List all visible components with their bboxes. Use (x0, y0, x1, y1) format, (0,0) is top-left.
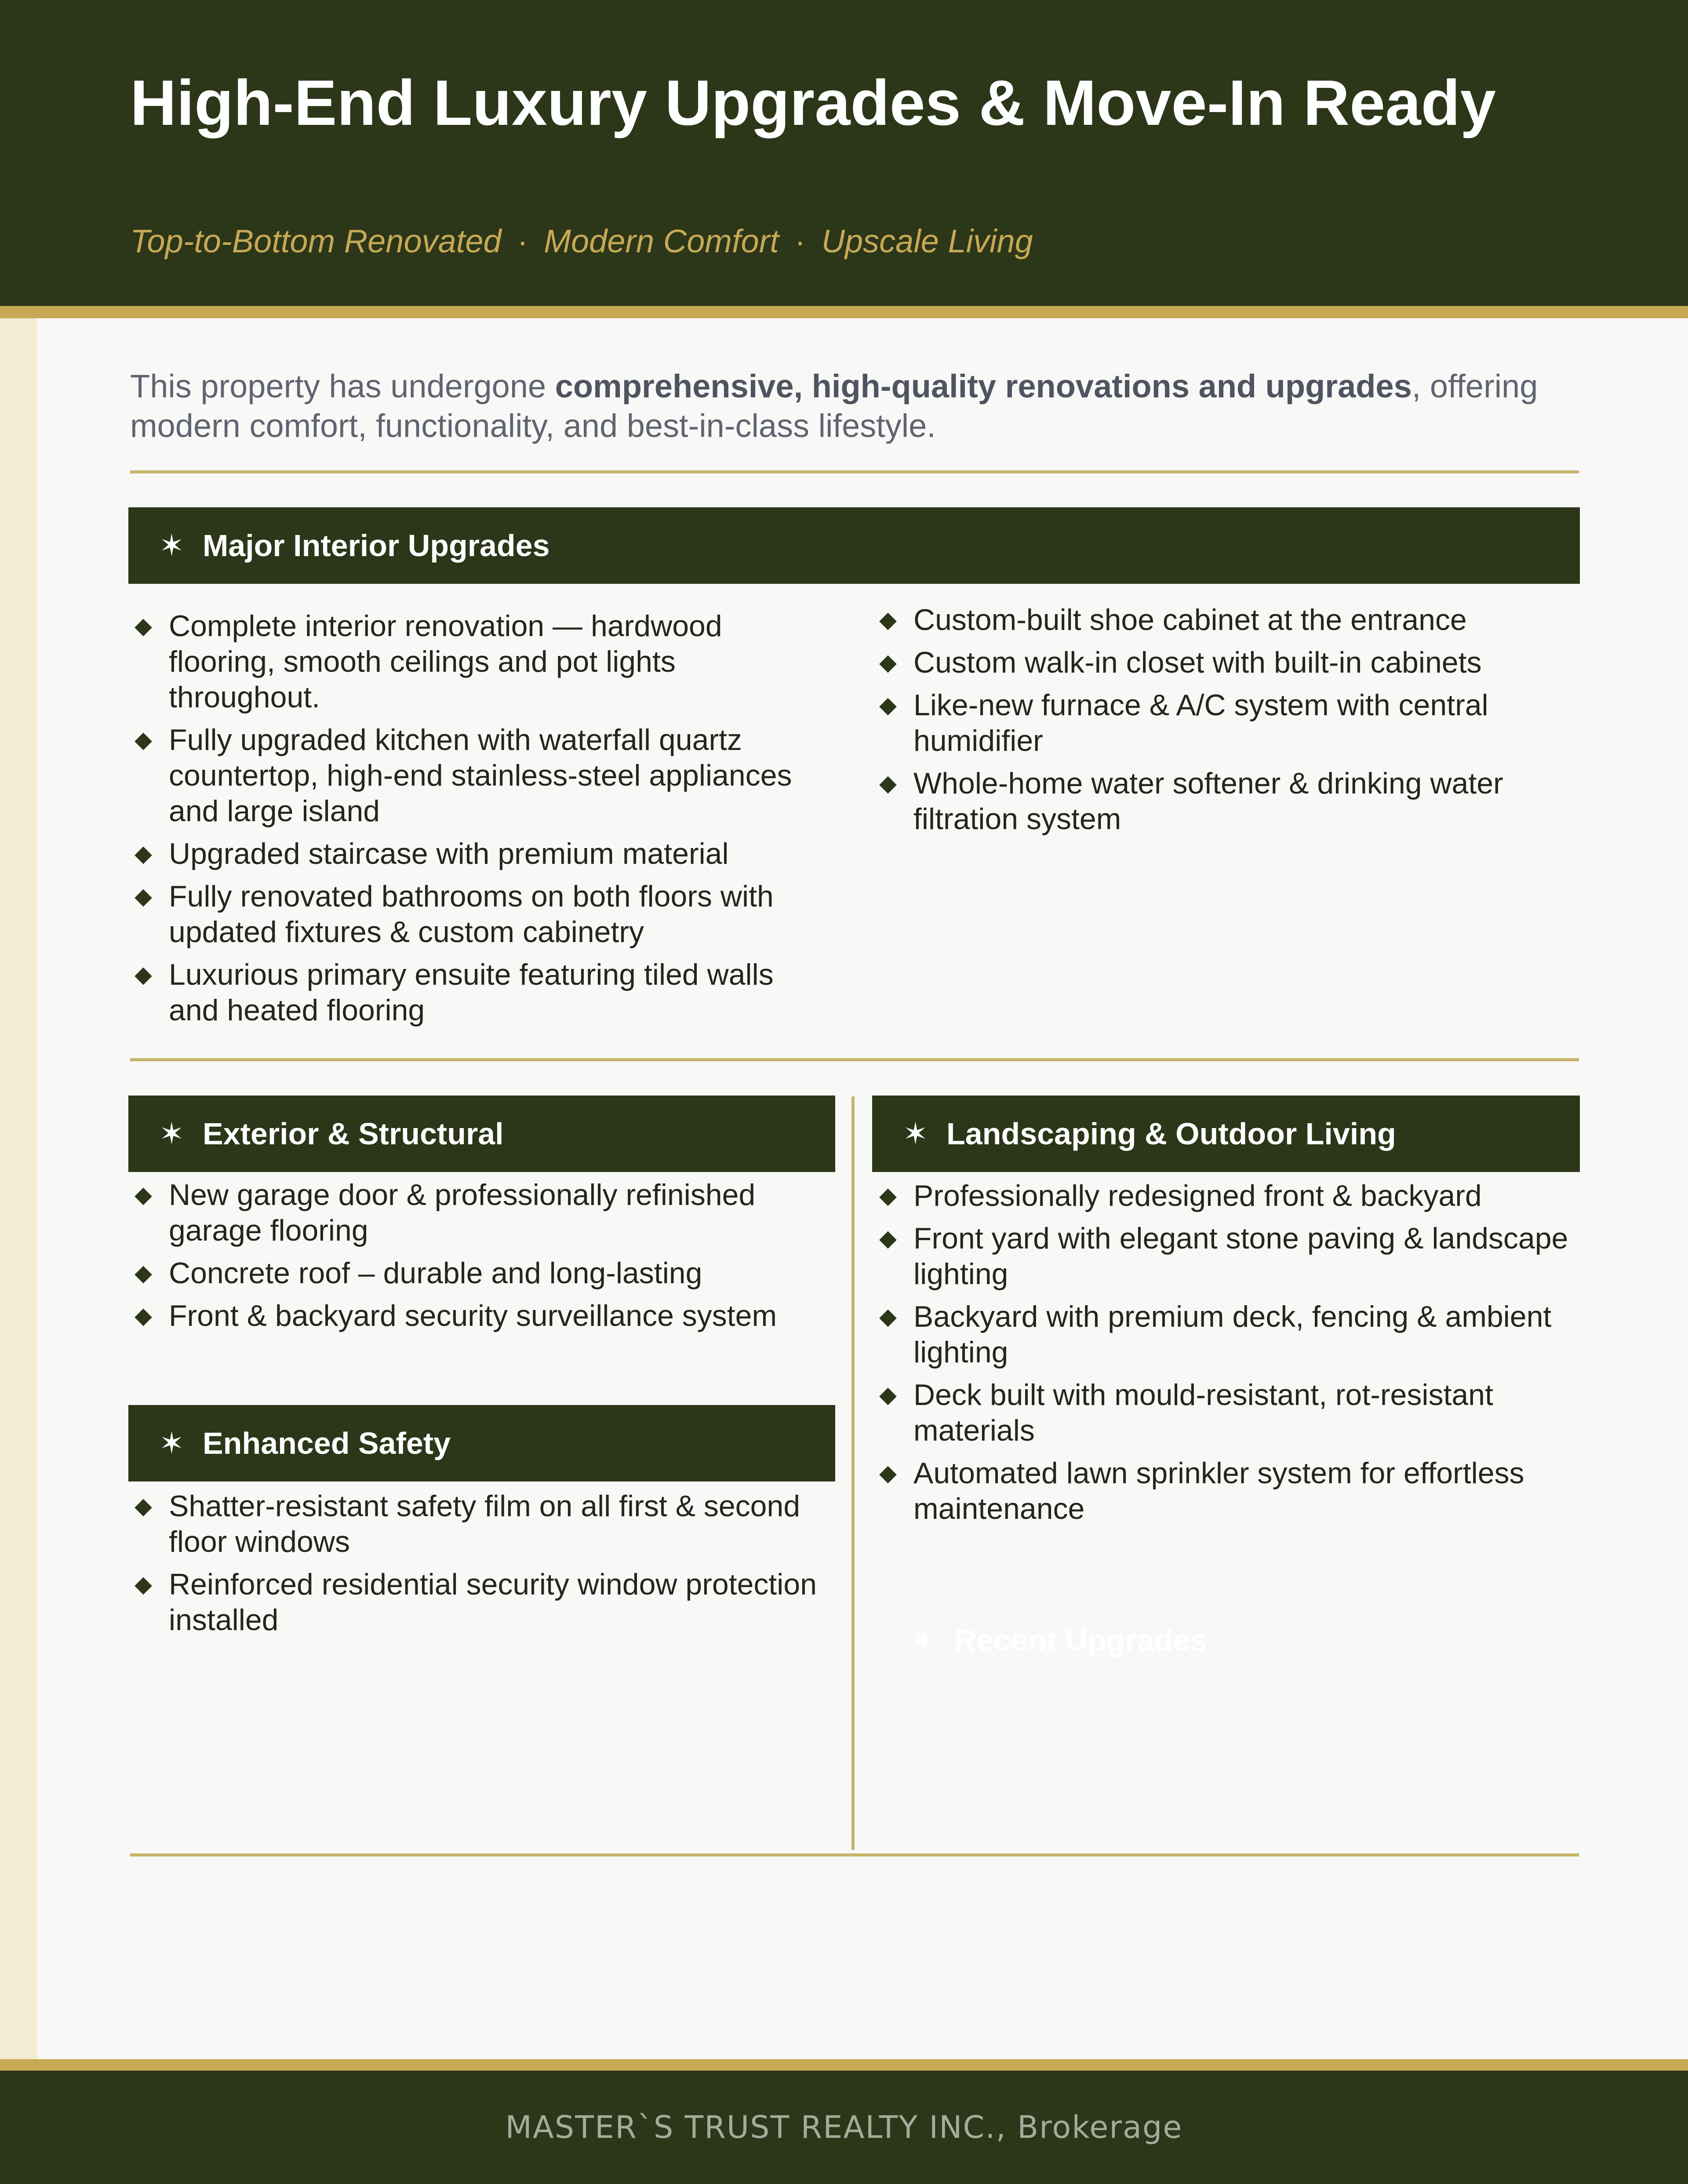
left-accent-strip (0, 318, 37, 2059)
diamond-bullet-icon: ◆ (879, 1382, 897, 1408)
diamond-bullet-icon: ◆ (135, 1572, 152, 1597)
intro-text-start: This property has undergone (130, 368, 555, 404)
list-item: ◆ Fully upgraded kitchen with waterfall quartz countertop, high-end stainless-steel appliances and large island (135, 723, 792, 828)
list-item: ◆ Shatter-resistant safety film on all first & second floor windows (135, 1489, 800, 1558)
diamond-bullet-icon: ◆ (879, 607, 897, 633)
star-icon: ✶ (910, 1623, 936, 1657)
diamond-bullet-icon: ◆ (879, 1460, 897, 1486)
interior-list-left (130, 608, 825, 1035)
diamond-bullet-icon: ◆ (879, 650, 897, 675)
tagline-separator: · (794, 223, 806, 259)
section-header-interior (128, 507, 1580, 584)
list-item: ◆ Professionally redesigned front & backyard (875, 1178, 1582, 1214)
diamond-bullet-icon: ◆ (879, 1304, 897, 1329)
diamond-bullet-icon: ◆ (135, 727, 152, 753)
landscaping-list (875, 1178, 1582, 1534)
star-icon: ✶ (159, 1117, 184, 1150)
footer-bar (0, 2071, 1688, 2184)
list-item: ◆ Upgraded staircase with premium material (130, 836, 825, 872)
intro-text-bold: comprehensive, high-quality renovations and upgrades (555, 368, 1412, 404)
diamond-bullet-icon: ◆ (879, 771, 897, 796)
list-item: ◆ Deck built with mould-resistant, rot-resistant materials (879, 1378, 1493, 1447)
tagline (130, 222, 1033, 261)
list-item: ◆ Luxurious primary ensuite featuring tiled walls and heated flooring (135, 958, 774, 1027)
tagline-item-living: Upscale Living (821, 223, 1033, 259)
section-header-landscaping (872, 1096, 1580, 1172)
tagline-item-renovated: Top-to-Bottom Renovated (130, 223, 502, 259)
star-icon: ✶ (159, 1426, 184, 1460)
list-item: ◆ New garage door & professionally refinished garage flooring (135, 1178, 756, 1247)
diamond-bullet-icon: ◆ (135, 962, 152, 987)
section-header-exterior (128, 1096, 835, 1172)
section-title-exterior: Exterior & Structural (202, 1117, 504, 1151)
diamond-bullet-icon: ◆ (879, 1226, 897, 1251)
list-item: ◆ Automated lawn sprinkler system for effortless maintenance (879, 1456, 1524, 1525)
list-item: ◆ Concrete roof – durable and long-lasting (130, 1256, 842, 1291)
tagline-item-comfort: Modern Comfort (544, 223, 779, 259)
diamond-bullet-icon: ◆ (135, 1260, 152, 1286)
list-item: ◆ Front & backyard security surveillance system (130, 1298, 842, 1334)
interior-list-right (875, 602, 1582, 844)
divider-sections (130, 1058, 1579, 1061)
header-gold-rule (0, 306, 1688, 318)
star-icon: ✶ (159, 528, 184, 562)
divider-intro (130, 470, 1579, 473)
list-item: ◆ Front yard with elegant stone paving & landscape lighting (879, 1222, 1568, 1291)
list-item: ◆ Reinforced residential security window protection installed (135, 1568, 817, 1637)
exterior-list (130, 1177, 842, 1341)
list-item: ◆ Complete interior renovation — hardwood flooring, smooth ceilings and pot lights throughout. (135, 609, 722, 714)
diamond-bullet-icon: ◆ (135, 1493, 152, 1519)
diamond-bullet-icon: ◆ (135, 884, 152, 909)
diamond-bullet-icon: ◆ (135, 841, 152, 866)
diamond-bullet-icon: ◆ (135, 1303, 152, 1329)
page-title: High-End Luxury Upgrades & Move-In Ready (130, 67, 1496, 138)
star-icon: ✶ (903, 1117, 928, 1150)
diamond-bullet-icon: ◆ (135, 613, 152, 639)
safety-list (130, 1489, 842, 1645)
section-title-interior: Major Interior Upgrades (202, 528, 550, 563)
column-divider (851, 1096, 855, 1850)
list-item: ◆ Custom walk-in closet with built-in cabinets (875, 645, 1582, 681)
list-item: ◆ Custom-built shoe cabinet at the entrance (875, 602, 1582, 638)
divider-bottom (130, 1853, 1579, 1856)
diamond-bullet-icon: ◆ (879, 692, 897, 718)
list-item: ◆ Like-new furnace & A/C system with central humidifier (879, 688, 1488, 757)
section-title-safety: Enhanced Safety (202, 1426, 451, 1460)
brokerage-name: MASTER`S TRUST REALTY INC., Brokerage (505, 2109, 1183, 2145)
diamond-bullet-icon: ◆ (879, 1183, 897, 1208)
list-item: ◆ Backyard with premium deck, fencing & ambient lighting (879, 1300, 1552, 1369)
section-title-recent: Recent Upgrades (954, 1623, 1208, 1657)
section-header-safety (128, 1405, 835, 1481)
section-title-landscaping: Landscaping & Outdoor Living (946, 1117, 1396, 1151)
footer-gold-rule (0, 2059, 1688, 2071)
tagline-separator: · (517, 223, 528, 259)
intro-paragraph (130, 367, 1581, 446)
list-item: ◆ Whole-home water softener & drinking water filtration system (879, 767, 1503, 836)
list-item: ◆ Fully renovated bathrooms on both floors with updated fixtures & custom cabinetry (135, 880, 774, 949)
diamond-bullet-icon: ◆ (135, 1182, 152, 1208)
intro-text-end: , offering modern comfort, functionality, and best-in-class lifestyle. (130, 368, 1538, 444)
section-header-recent-hidden (910, 1622, 1207, 1658)
